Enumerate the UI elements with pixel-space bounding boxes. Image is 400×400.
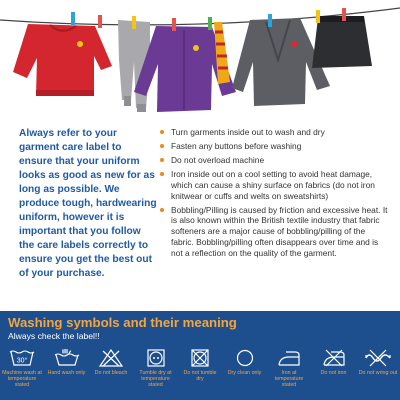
- clothesline-illustration: [0, 0, 400, 124]
- tumble-dry-icon: [143, 349, 169, 367]
- bullet-icon: [160, 130, 164, 134]
- washing-symbols-panel: [0, 311, 400, 400]
- do-not-wring-icon: [365, 349, 391, 367]
- panel-title: Washing symbols and their meaning: [8, 315, 237, 330]
- symbol-iron: Iron at temperature stated: [269, 349, 309, 399]
- tip-item: Iron inside out on a cool setting to avoid heat damage, which can cause a shiny surface on fabrics (do not iron knitwear or cuffs and welts on sweatshirts): [158, 169, 390, 201]
- machine-wash-30-icon: [9, 349, 35, 367]
- symbol-do-not-wring: Do not wring out: [358, 349, 398, 399]
- bullet-icon: [160, 144, 164, 148]
- black-skirt: [312, 16, 372, 68]
- do-not-tumble-dry-icon: [187, 349, 213, 367]
- tip-item: Turn garments inside out to wash and dry: [158, 127, 390, 138]
- symbol-do-not-iron: Do not iron: [314, 349, 354, 399]
- care-tips-list: [158, 127, 390, 262]
- tip-item: Do not overload machine: [158, 155, 390, 166]
- tip-item: Fasten any buttons before washing: [158, 141, 390, 152]
- symbol-tumble-dry: Tumble dry at temperature stated: [136, 349, 176, 399]
- tip-item: Bobbling/Pilling is caused by friction and excessive heat. It is also known within the British textile industry that fabric softeners are a major cause of bobbling/pilling of the fabric. Bobbling/pilling often disappears over time and is not a reflection on the quality of the garment.: [158, 205, 390, 259]
- panel-subtitle: Always check the label!!: [8, 331, 100, 341]
- symbols-row: [2, 349, 398, 399]
- bullet-icon: [160, 172, 164, 176]
- do-not-bleach-icon: [98, 349, 124, 367]
- bullet-icon: [160, 158, 164, 162]
- dry-clean-icon: [232, 349, 258, 367]
- symbol-dry-clean: Dry clean only: [225, 349, 265, 399]
- red-jumper: [13, 24, 112, 96]
- intro-text: Always refer to your garment care label to ensure that your uniform looks as good as new for as long as possible. We produce tough, hardwearing uniform, however it is important that you follow the care labels correctly to ensure you get the best out of your purchase.: [19, 128, 157, 279]
- iron-icon: [276, 349, 302, 367]
- symbol-machine-wash: 30° Machine wash at temperature stated: [2, 349, 42, 399]
- svg-text:30°: 30°: [16, 357, 28, 365]
- hand-wash-icon: [54, 349, 80, 367]
- symbol-do-not-bleach: Do not bleach: [91, 349, 131, 399]
- clothes-pegs: [71, 8, 346, 31]
- symbol-do-not-tumble-dry: Do not tumble dry: [180, 349, 220, 399]
- bullet-icon: [160, 208, 164, 212]
- symbol-hand-wash: Hand wash only: [47, 349, 87, 399]
- do-not-iron-icon: [321, 349, 347, 367]
